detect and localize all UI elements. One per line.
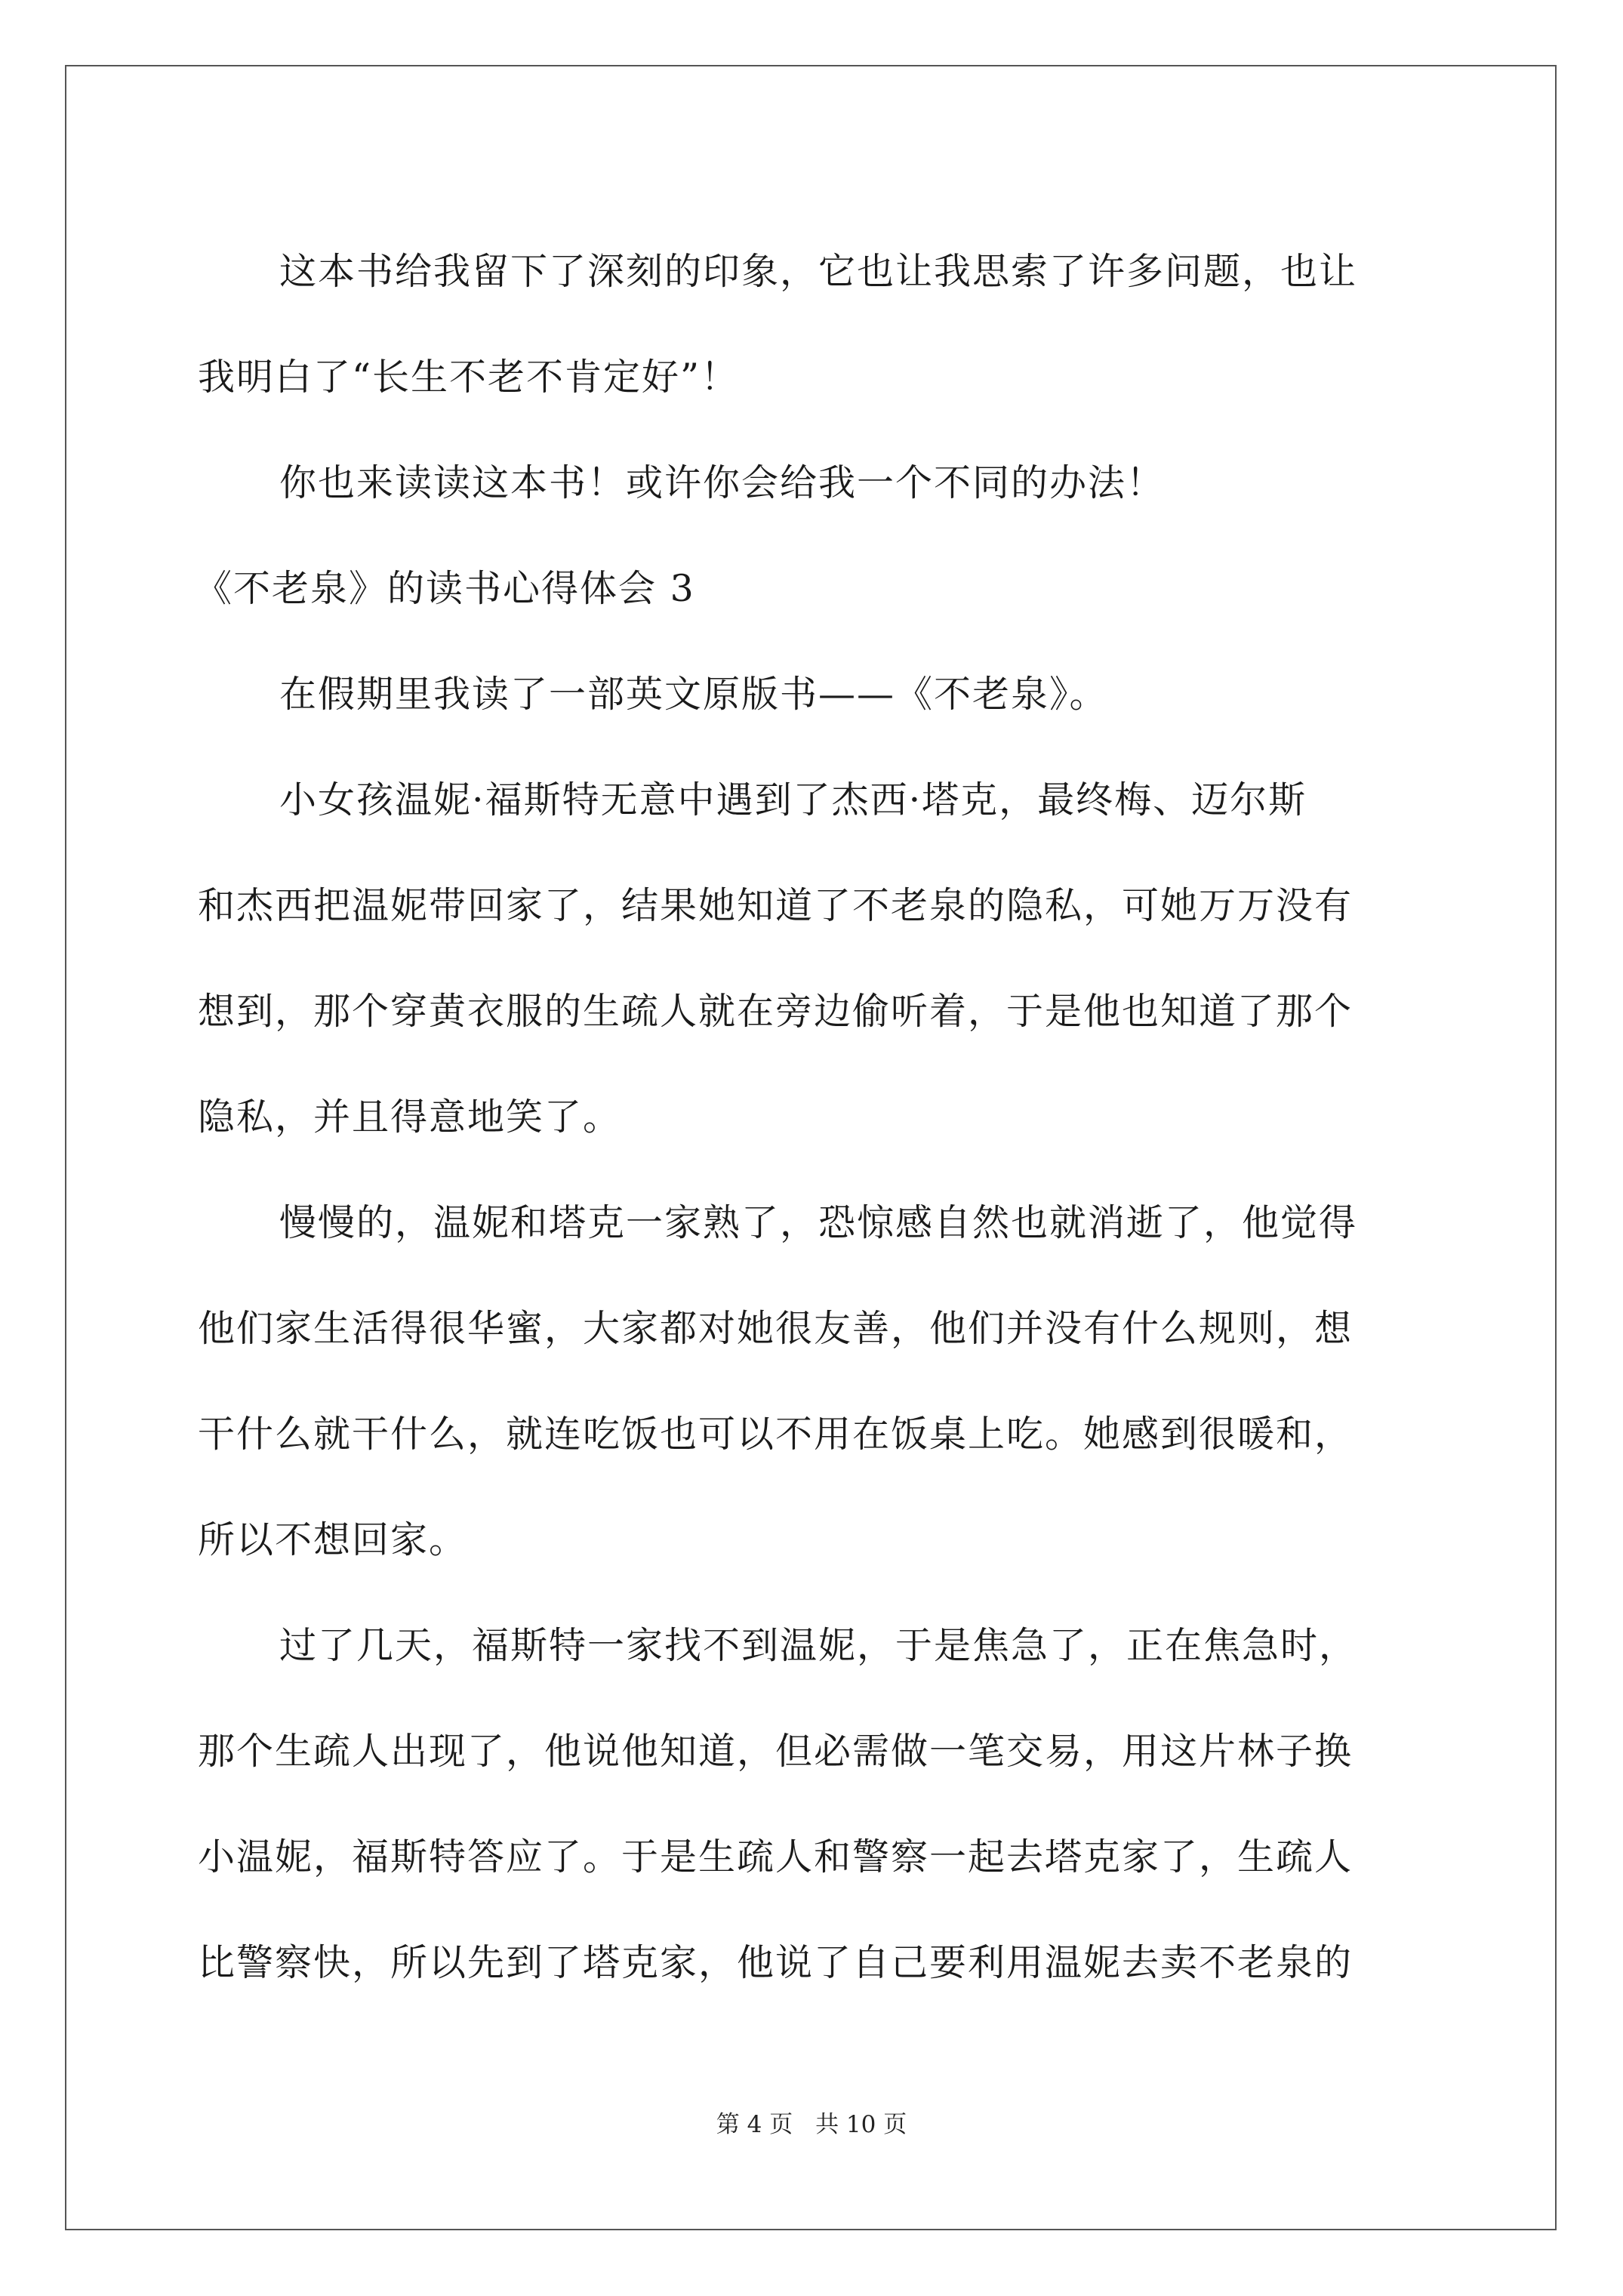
paragraph-line: 过了几天，福斯特一家找不到温妮，于是焦急了，正在焦急时， [279,1624,1358,1667]
page-number-current: 第 4 页 [716,2111,793,2138]
page-footer [0,2110,1623,2140]
paragraph-line: 在假期里我读了一部英文原版书——《不老泉》。 [279,673,1108,716]
paragraph-line: 我明白了“长生不老不肯定好”！ [198,356,740,399]
paragraph-line: 和杰西把温妮带回家了，结果她知道了不老泉的隐私，可她万万没有 [198,884,1354,927]
paragraph-line: 小女孩温妮·福斯特无意中遇到了杰西·塔克，最终梅、迈尔斯 [279,778,1307,821]
paragraph-line: 所以不想回家。 [198,1518,468,1561]
paragraph-line: 那个生疏人出现了，他说他知道，但必需做一笔交易，用这片林子换 [198,1730,1354,1773]
paragraph-line: 隐私，并且得意地笑了。 [198,1096,622,1139]
paragraph-line: 比警察快，所以先到了塔克家，他说了自己要利用温妮去卖不老泉的 [198,1941,1354,1984]
paragraph-line: 想到，那个穿黄衣服的生疏人就在旁边偷听着，于是他也知道了那个 [198,990,1354,1033]
paragraph-line: 慢慢的，温妮和塔克一家熟了，恐惊感自然也就消逝了，他觉得 [279,1201,1358,1244]
document-body [195,219,1443,2016]
section-heading: 《不老泉》的读书心得体会 3 [195,567,695,610]
page-number-total: 共 10 页 [815,2111,907,2138]
paragraph-line: 这本书给我留下了深刻的印象，它也让我思索了许多问题，也让 [279,250,1358,293]
paragraph-line: 你也来读读这本书！或许你会给我一个不同的办法！ [279,461,1166,504]
paragraph-line: 小温妮，福斯特答应了。于是生疏人和警察一起去塔克家了，生疏人 [198,1835,1354,1878]
paragraph-line: 干什么就干什么，就连吃饭也可以不用在饭桌上吃。她感到很暖和， [198,1413,1354,1456]
paragraph-line: 他们家生活得很华蜜，大家都对她很友善，他们并没有什么规则，想 [198,1307,1354,1350]
